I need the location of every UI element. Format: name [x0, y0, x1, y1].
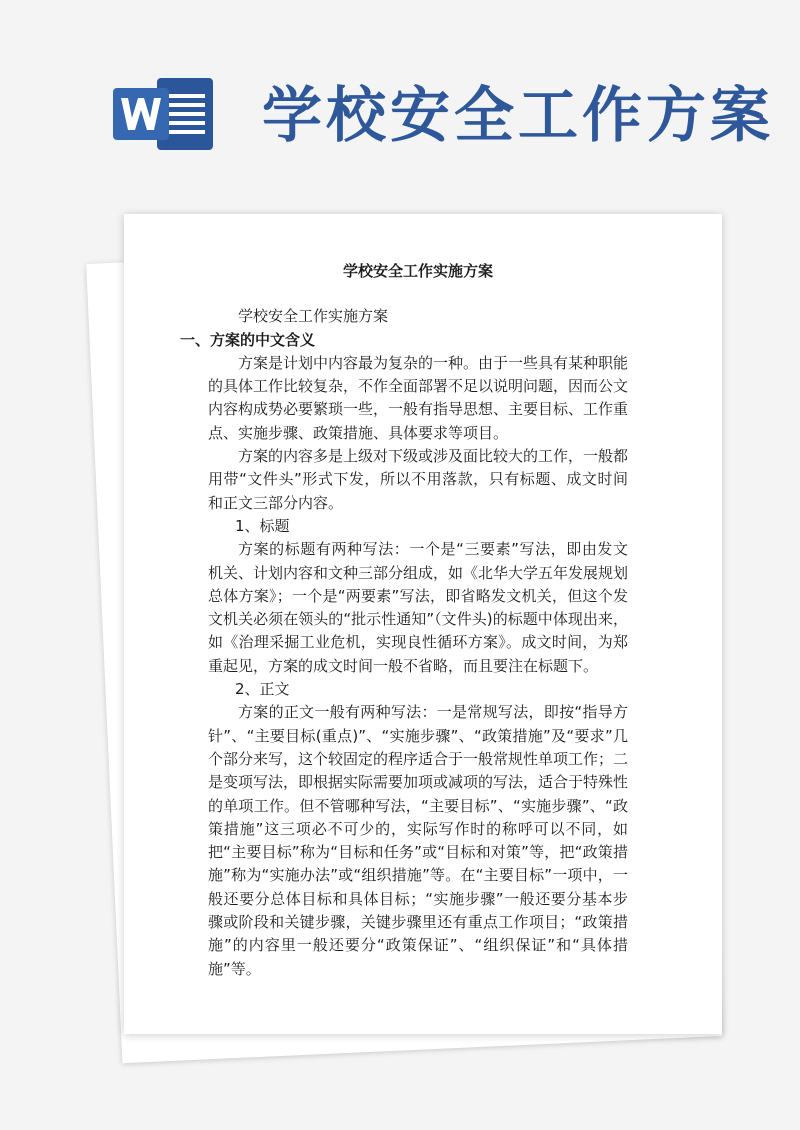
subheading-body: 2、正文	[235, 680, 290, 699]
section-heading-1: 一、方案的中文含义	[180, 330, 316, 349]
paragraph-2: 方案的内容多是上级对下级或涉及面比较大的工作，一般都用带“文件头”形式下发，所以不用落款，只有标题、成文时间和正文三部分内容。	[208, 447, 629, 512]
banner-title: 学校安全工作方案	[262, 81, 774, 151]
word-icon	[113, 72, 217, 154]
header-banner	[0, 0, 800, 200]
document-page	[124, 214, 722, 1034]
subheading-title: 1、标题	[235, 516, 290, 535]
paragraph-3: 方案的标题有两种写法：一个是“三要素”写法，即由发文机关、计划内容和文种三部分组成，如《北华大学五年发展规划总体方案》；一个是“两要素”写法，即省略发文机关，但这个发文机关必须在领头的“批示性通知”（文件头)的标题中体现出来，如《治理采掘工业危机，实现良性循环方案》。成文时间，为郑重起见，方案的成文时间一般不省略，而且要注在标题下。	[208, 540, 629, 675]
lead-line: 学校安全工作实施方案	[238, 307, 389, 326]
paragraph-1: 方案是计划中内容最为复杂的一种。由于一些具有某种职能的具体工作比较复杂，不作全面部署不足以说明问题，因而公文内容构成势必要繁琐一些，一般有指导思想、主要目标、工作重点、实施步骤、政策措施、具体要求等项目。	[208, 353, 629, 442]
document-body	[180, 260, 629, 981]
paragraph-4: 方案的正文一般有两种写法：一是常规写法，即按“指导方针”、“主要目标(重点)”、“实施步骤”、“政策措施”及“要求”几个部分来写，这个较固定的程序适合于一般常规性单项工作；二是变项写法，即根据实际需要加项或减项的写法，适合于特殊性的单项工作。但不管哪种写法，“主要目标”、“实施步骤”、“政策措施”这三项必不可少的，实际写作时的称呼可以不同，如把“主要目标”称为“目标和任务”或“目标和对策”等，把“政策措施”称为“实施办法”或“组织措施”等。在“主要目标”一项中，一般还要分总体目标和具体目标；“实施步骤”一般还要分基本步骤或阶段和关键步骤，关键步骤里还有重点工作项目；“政策措施”的内容里一般还要分“政策保证”、“组织保证”和“具体措施”等。	[208, 703, 629, 978]
document-title: 学校安全工作实施方案	[342, 262, 493, 280]
